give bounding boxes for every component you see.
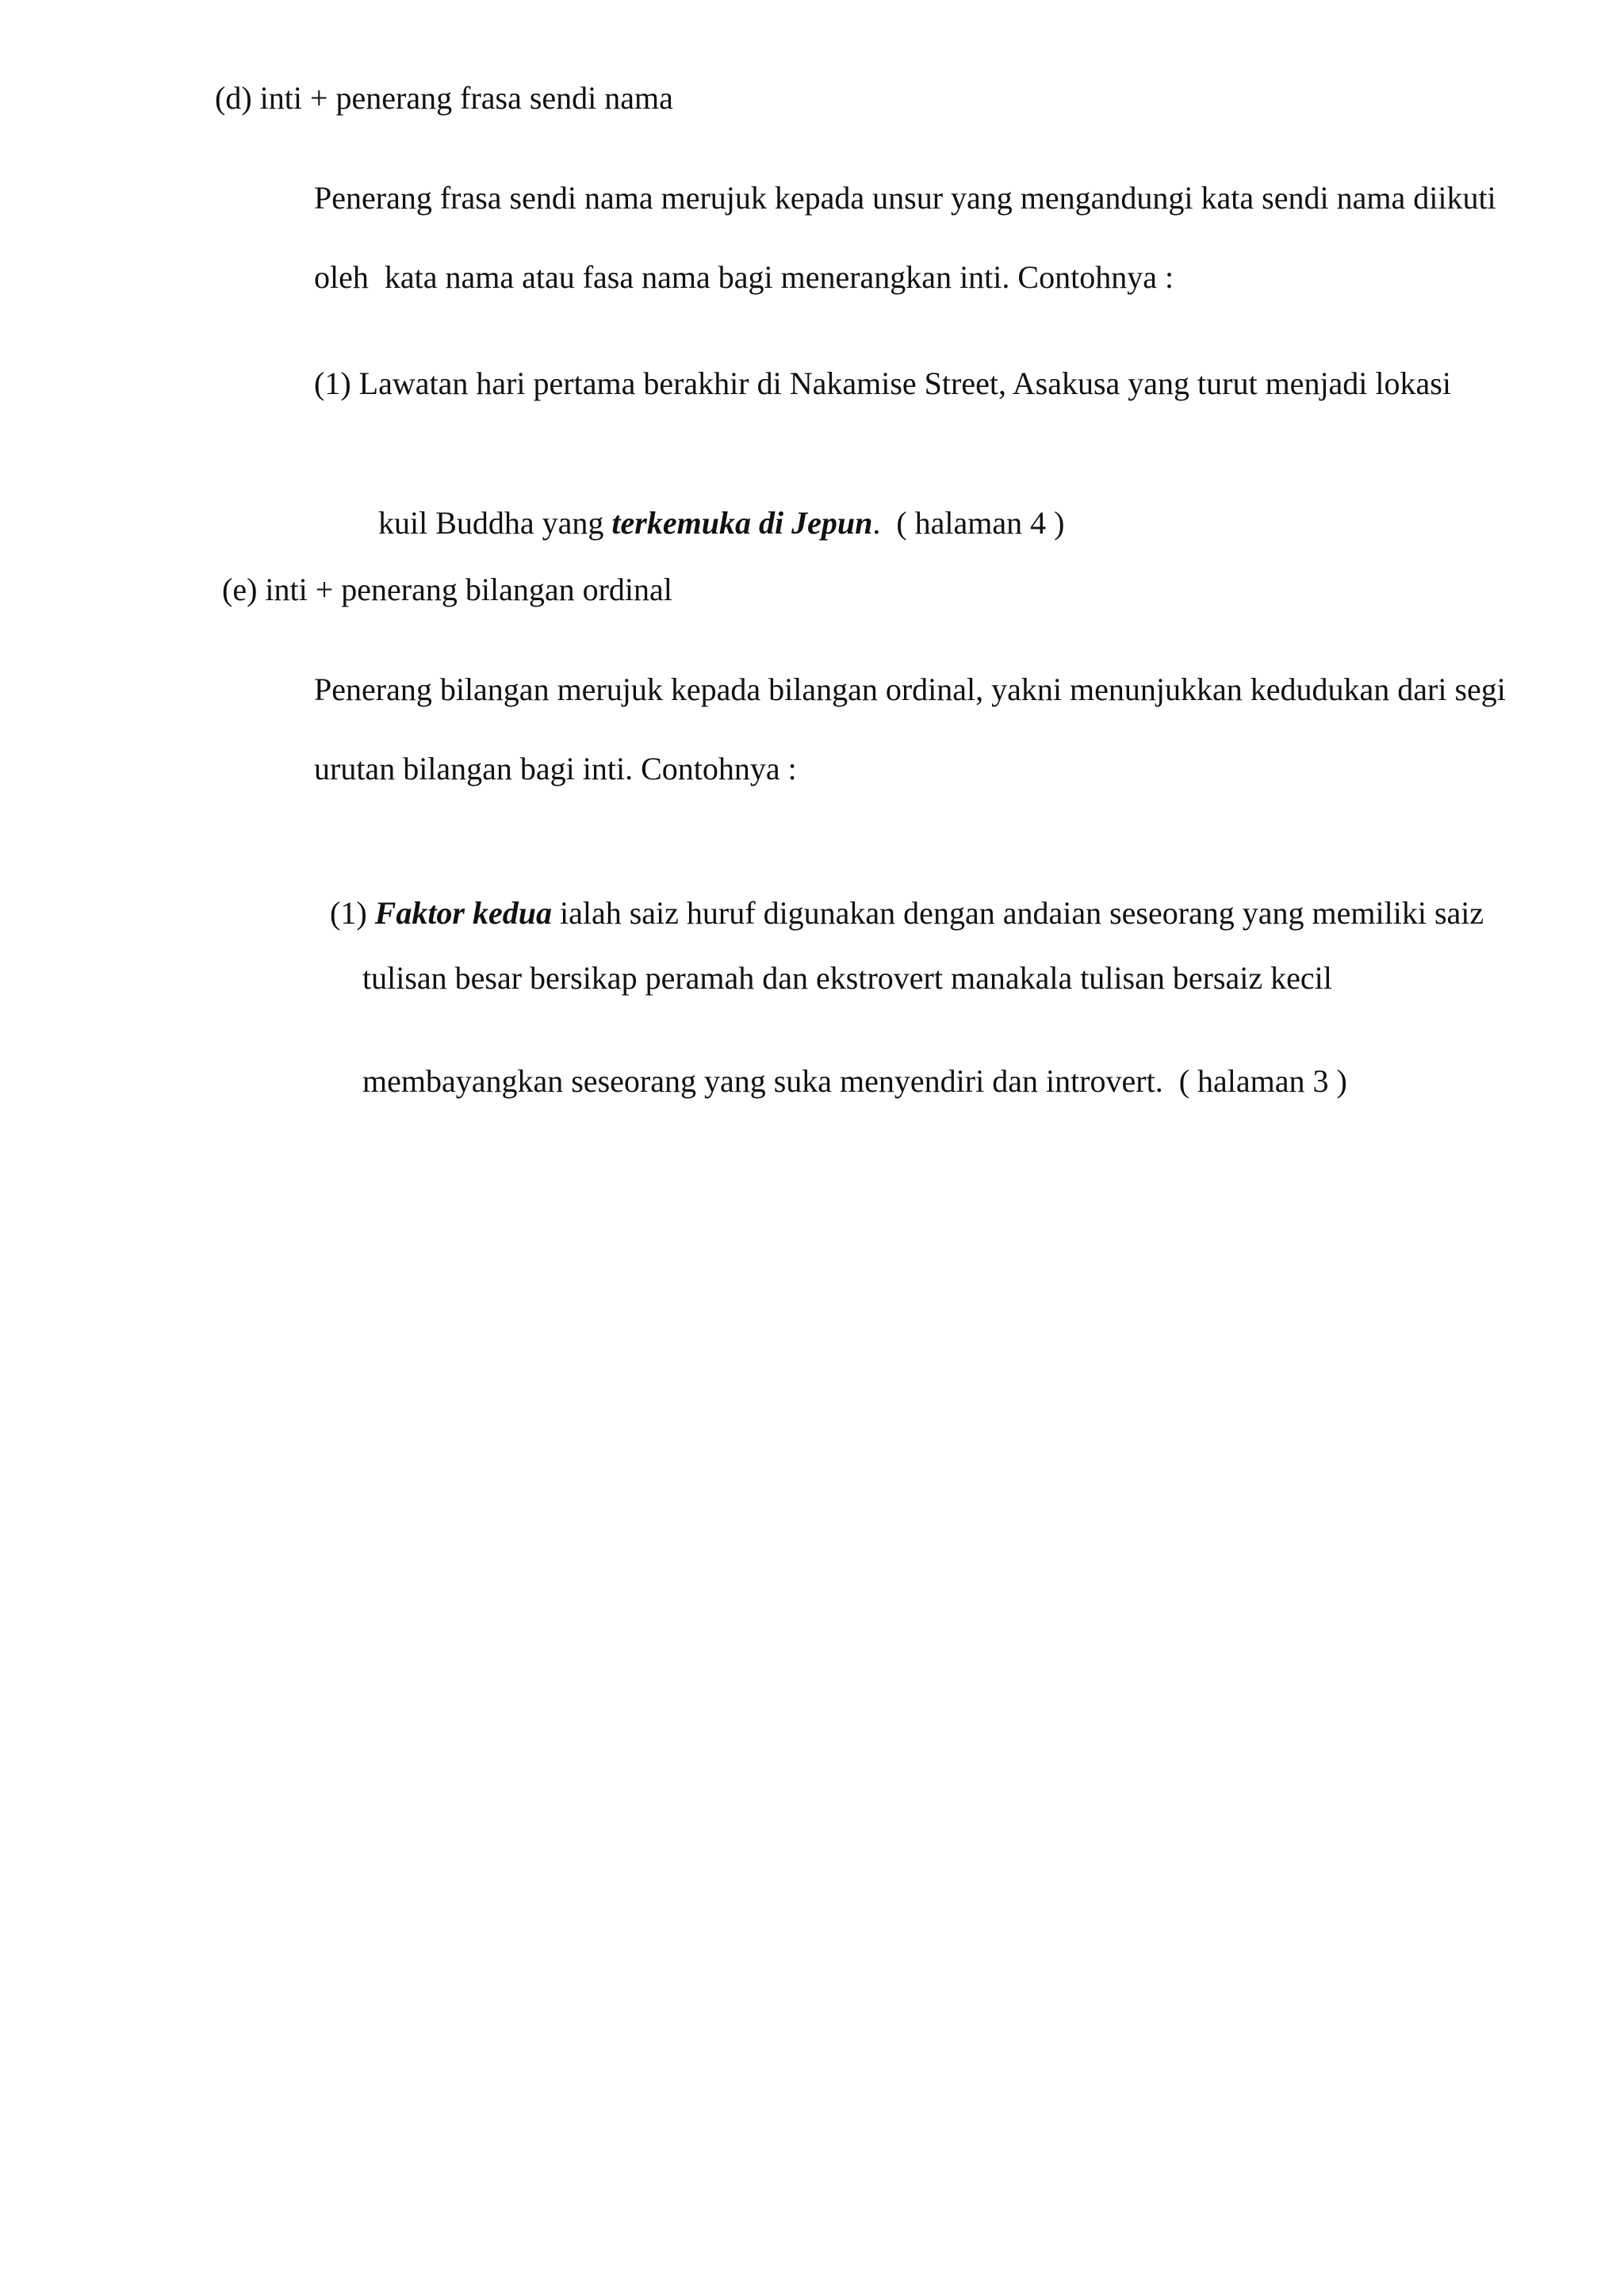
page-reference: . ( halaman 4 ) <box>872 505 1065 541</box>
emphasized-phrase: terkemuka di Jepun <box>611 505 873 541</box>
section-e-paragraph-line-1: Penerang bilangan merujuk kepada bilangan ordinal, yakni menunjukkan kedudukan dari segi <box>314 672 1506 707</box>
example-number: (1) <box>330 895 375 931</box>
section-e-example-1-line-2: tulisan besar bersikap peramah dan ekstrovert manakala tulisan bersaiz kecil <box>362 960 1332 996</box>
section-d-example-1-line-2 <box>362 466 1064 542</box>
section-e-heading: (e) inti + penerang bilangan ordinal <box>222 572 672 607</box>
section-d-heading: (d) inti + penerang frasa sendi nama <box>215 80 673 116</box>
section-d-paragraph-line-2: oleh kata nama atau fasa nama bagi menerangkan inti. Contohnya : <box>314 259 1174 295</box>
example-text: kuil Buddha yang <box>378 505 612 541</box>
section-e-example-1-line-3: membayangkan seseorang yang suka menyendiri dan introvert. ( halaman 3 ) <box>362 1063 1347 1099</box>
section-d-paragraph-line-1: Penerang frasa sendi nama merujuk kepada unsur yang mengandungi kata sendi nama diikuti <box>314 180 1496 216</box>
example-text: ialah saiz huruf digunakan dengan andaian seseorang yang memiliki saiz <box>552 895 1484 931</box>
emphasized-phrase: Faktor kedua <box>374 895 552 931</box>
section-e-example-1-line-1 <box>314 856 1484 932</box>
section-d-example-1-line-1: (1) Lawatan hari pertama berakhir di Nakamise Street, Asakusa yang turut menjadi lokasi <box>314 365 1451 401</box>
section-e-paragraph-line-2: urutan bilangan bagi inti. Contohnya : <box>314 751 797 786</box>
